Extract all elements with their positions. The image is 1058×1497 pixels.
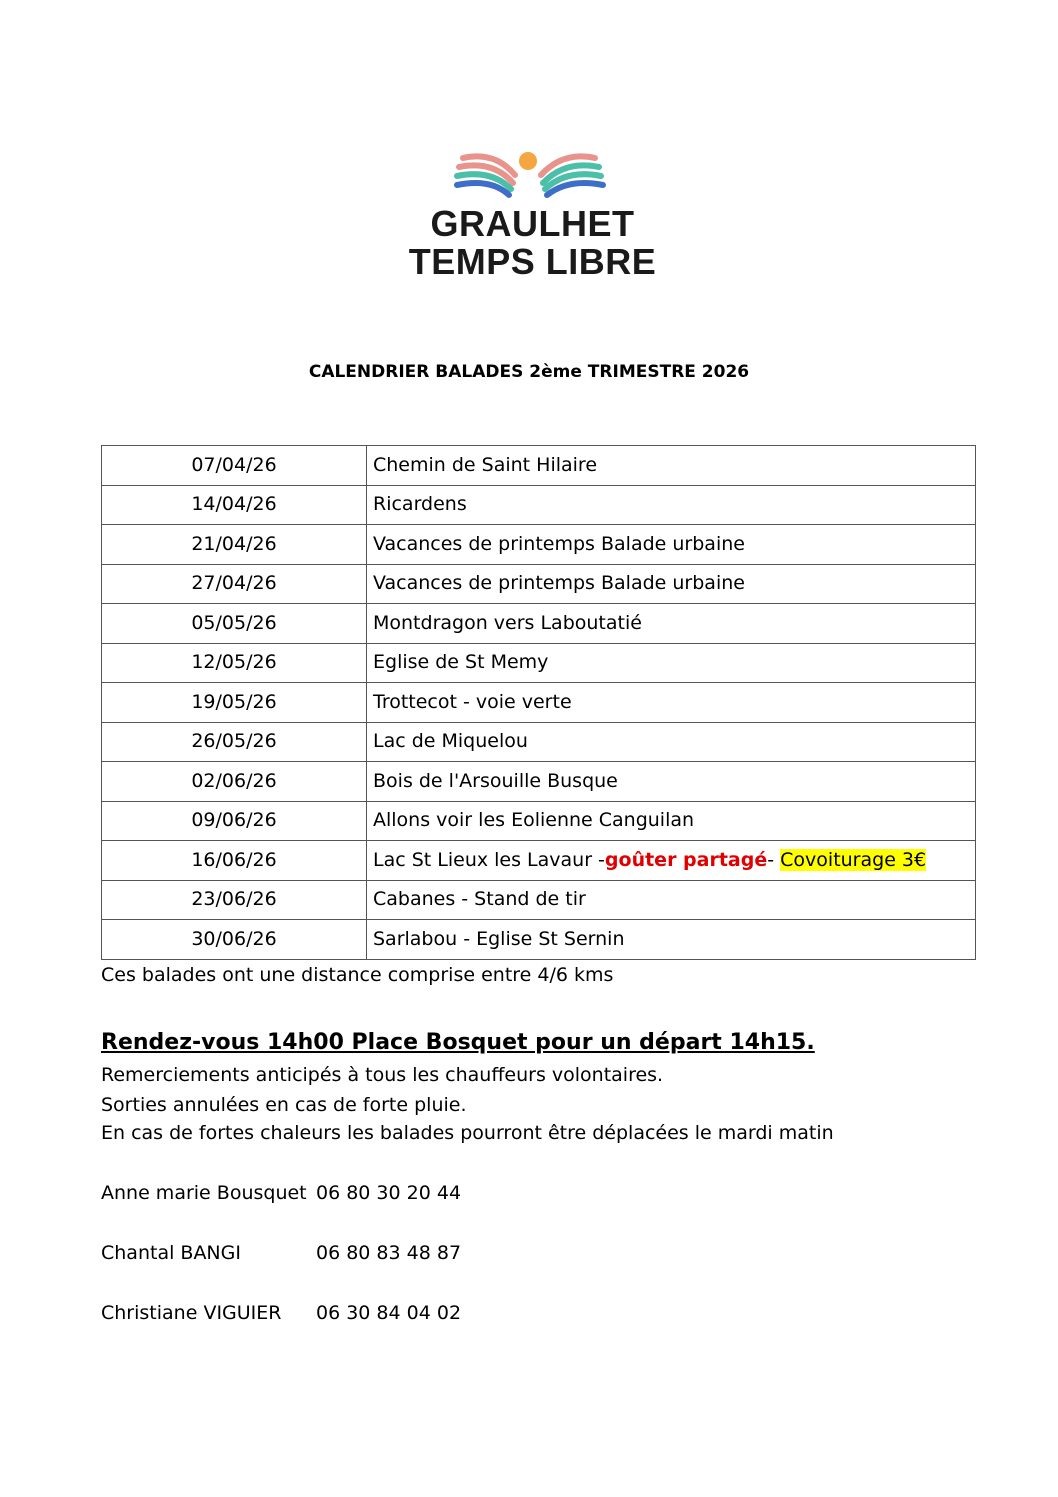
separator-text: -: [767, 848, 781, 871]
table-row: [102, 525, 976, 565]
info-line: En cas de fortes chaleurs les balades pourront être déplacées le mardi matin: [101, 1122, 834, 1144]
logo: [395, 145, 670, 285]
distance-note: Ces balades ont une distance comprise entre 4/6 kms: [101, 964, 614, 986]
date-cell: 14/04/26: [102, 485, 367, 525]
logo-sun: [519, 152, 537, 170]
place-cell: Allons voir les Eolienne Canguilan: [367, 801, 976, 841]
place-cell: Lac de Miquelou: [367, 722, 976, 762]
contact-name: Chantal BANGI: [101, 1242, 241, 1264]
covoiturage-highlight: Covoiturage 3€: [780, 848, 927, 871]
date-cell: 26/05/26: [102, 722, 367, 762]
calendar-table: [101, 445, 976, 960]
contact-phone: 06 80 30 20 44: [316, 1182, 462, 1204]
place-cell: Montdragon vers Laboutatié: [367, 604, 976, 644]
place-cell: Vacances de printemps Balade urbaine: [367, 525, 976, 565]
table-row: [102, 564, 976, 604]
table-row: [102, 880, 976, 920]
place-cell: Ricardens: [367, 485, 976, 525]
logo-sun-rays-icon: [395, 145, 670, 205]
place-cell: Chemin de Saint Hilaire: [367, 446, 976, 486]
info-line: Remerciements anticipés à tous les chauffeurs volontaires.: [101, 1064, 664, 1086]
place-cell: Vacances de printemps Balade urbaine: [367, 564, 976, 604]
table-row: [102, 446, 976, 486]
table-row: [102, 762, 976, 802]
date-cell: 27/04/26: [102, 564, 367, 604]
logo-text-line2: TEMPS LIBRE: [408, 241, 657, 282]
date-cell: 30/06/26: [102, 920, 367, 960]
info-line: Sorties annulées en cas de forte pluie.: [101, 1094, 467, 1116]
date-cell: 21/04/26: [102, 525, 367, 565]
place-cell: Sarlabou - Eglise St Sernin: [367, 920, 976, 960]
place-cell: Cabanes - Stand de tir: [367, 880, 976, 920]
table-row: [102, 801, 976, 841]
date-cell: 02/06/26: [102, 762, 367, 802]
date-cell: 05/05/26: [102, 604, 367, 644]
date-cell: 16/06/26: [102, 841, 367, 881]
table-row: [102, 683, 976, 723]
table-row: [102, 485, 976, 525]
contact-entry: [101, 1242, 462, 1264]
contact-entry: [101, 1182, 462, 1204]
date-cell: 07/04/26: [102, 446, 367, 486]
date-cell: 09/06/26: [102, 801, 367, 841]
contact-name: Christiane VIGUIER: [101, 1302, 282, 1324]
table-row: [102, 920, 976, 960]
date-cell: 19/05/26: [102, 683, 367, 723]
logo-text-line1: GRAULHET: [430, 203, 635, 244]
contact-phone: 06 80 83 48 87: [316, 1242, 462, 1264]
table-row: [102, 604, 976, 644]
table-row: [102, 643, 976, 683]
place-text: Lac St Lieux les Lavaur -: [373, 848, 605, 871]
date-cell: 12/05/26: [102, 643, 367, 683]
contact-name: Anne marie Bousquet: [101, 1182, 307, 1204]
place-cell: Eglise de St Memy: [367, 643, 976, 683]
table-row: [102, 841, 976, 881]
place-cell: Trottecot - voie verte: [367, 683, 976, 723]
place-cell-composite: [367, 841, 976, 881]
table-row: [102, 722, 976, 762]
page-title: CALENDRIER BALADES 2ème TRIMESTRE 2026: [308, 362, 750, 382]
meeting-point: Rendez-vous 14h00 Place Bosquet pour un départ 14h15.: [101, 1030, 815, 1055]
contact-entry: [101, 1302, 462, 1324]
gouter-partage-note: goûter partagé: [604, 848, 768, 871]
place-cell: Bois de l'Arsouille Busque: [367, 762, 976, 802]
date-cell: 23/06/26: [102, 880, 367, 920]
contact-phone: 06 30 84 04 02: [316, 1302, 462, 1324]
